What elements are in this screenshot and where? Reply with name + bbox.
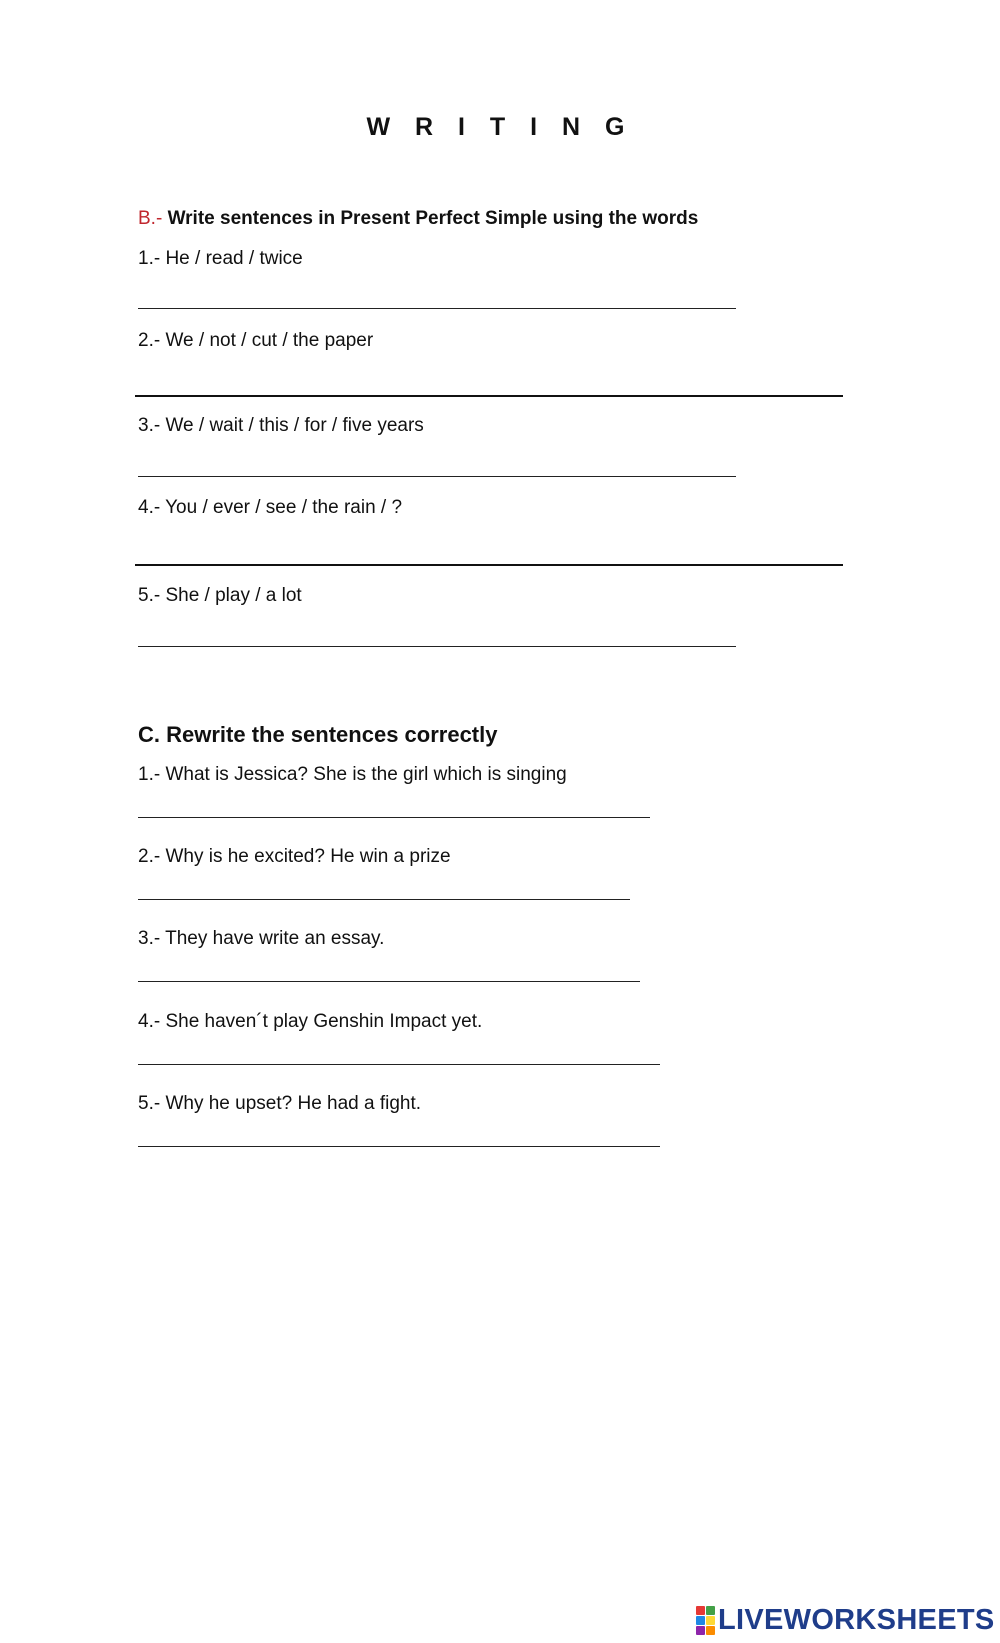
- logo-block: [696, 1616, 705, 1625]
- answer-line-c-4[interactable]: [138, 1064, 660, 1065]
- logo-block: [696, 1626, 705, 1635]
- logo-block: [706, 1626, 715, 1635]
- liveworksheets-logo: [696, 1604, 995, 1636]
- logo-blocks-icon: [696, 1606, 715, 1635]
- exercise-b-item-5: 5.- She / play / a lot: [138, 585, 302, 606]
- exercise-b-item-2: 2.- We / not / cut / the paper: [138, 330, 374, 351]
- section-c-heading: C. Rewrite the sentences correctly: [138, 722, 498, 747]
- answer-line-c-1[interactable]: [138, 817, 650, 818]
- exercise-c-item-4: 4.- She haven´t play Genshin Impact yet.: [138, 1011, 483, 1032]
- answer-line-c-5[interactable]: [138, 1146, 660, 1147]
- answer-line-b-3[interactable]: [138, 476, 736, 477]
- exercise-b-item-4: 4.- You / ever / see / the rain / ?: [138, 497, 403, 518]
- answer-line-b-1[interactable]: [138, 308, 736, 309]
- answer-line-b-2[interactable]: [135, 395, 843, 397]
- answer-line-c-3[interactable]: [138, 981, 640, 982]
- logo-block: [696, 1606, 705, 1615]
- logo-block: [706, 1606, 715, 1615]
- section-b-instruction-text: Write sentences in Present Perfect Simple using the words: [167, 208, 699, 229]
- section-b-instruction: [138, 208, 698, 230]
- exercise-b-item-3: 3.- We / wait / this / for / five years: [138, 415, 424, 436]
- exercise-c-item-1: 1.- What is Jessica? She is the girl which is singing: [138, 764, 567, 785]
- answer-line-c-2[interactable]: [138, 899, 630, 900]
- page-title: W R I T I N G: [366, 113, 634, 141]
- logo-block: [706, 1616, 715, 1625]
- exercise-c-item-3: 3.- They have write an essay.: [138, 928, 385, 949]
- section-b-label: B.-: [138, 208, 163, 229]
- answer-line-b-5[interactable]: [138, 646, 736, 647]
- logo-text: LIVEWORKSHEETS: [718, 1603, 995, 1636]
- exercise-b-item-1: 1.- He / read / twice: [138, 248, 303, 269]
- exercise-c-item-2: 2.- Why is he excited? He win a prize: [138, 846, 451, 867]
- exercise-c-item-5: 5.- Why he upset? He had a fight.: [138, 1093, 422, 1114]
- answer-line-b-4[interactable]: [135, 564, 843, 566]
